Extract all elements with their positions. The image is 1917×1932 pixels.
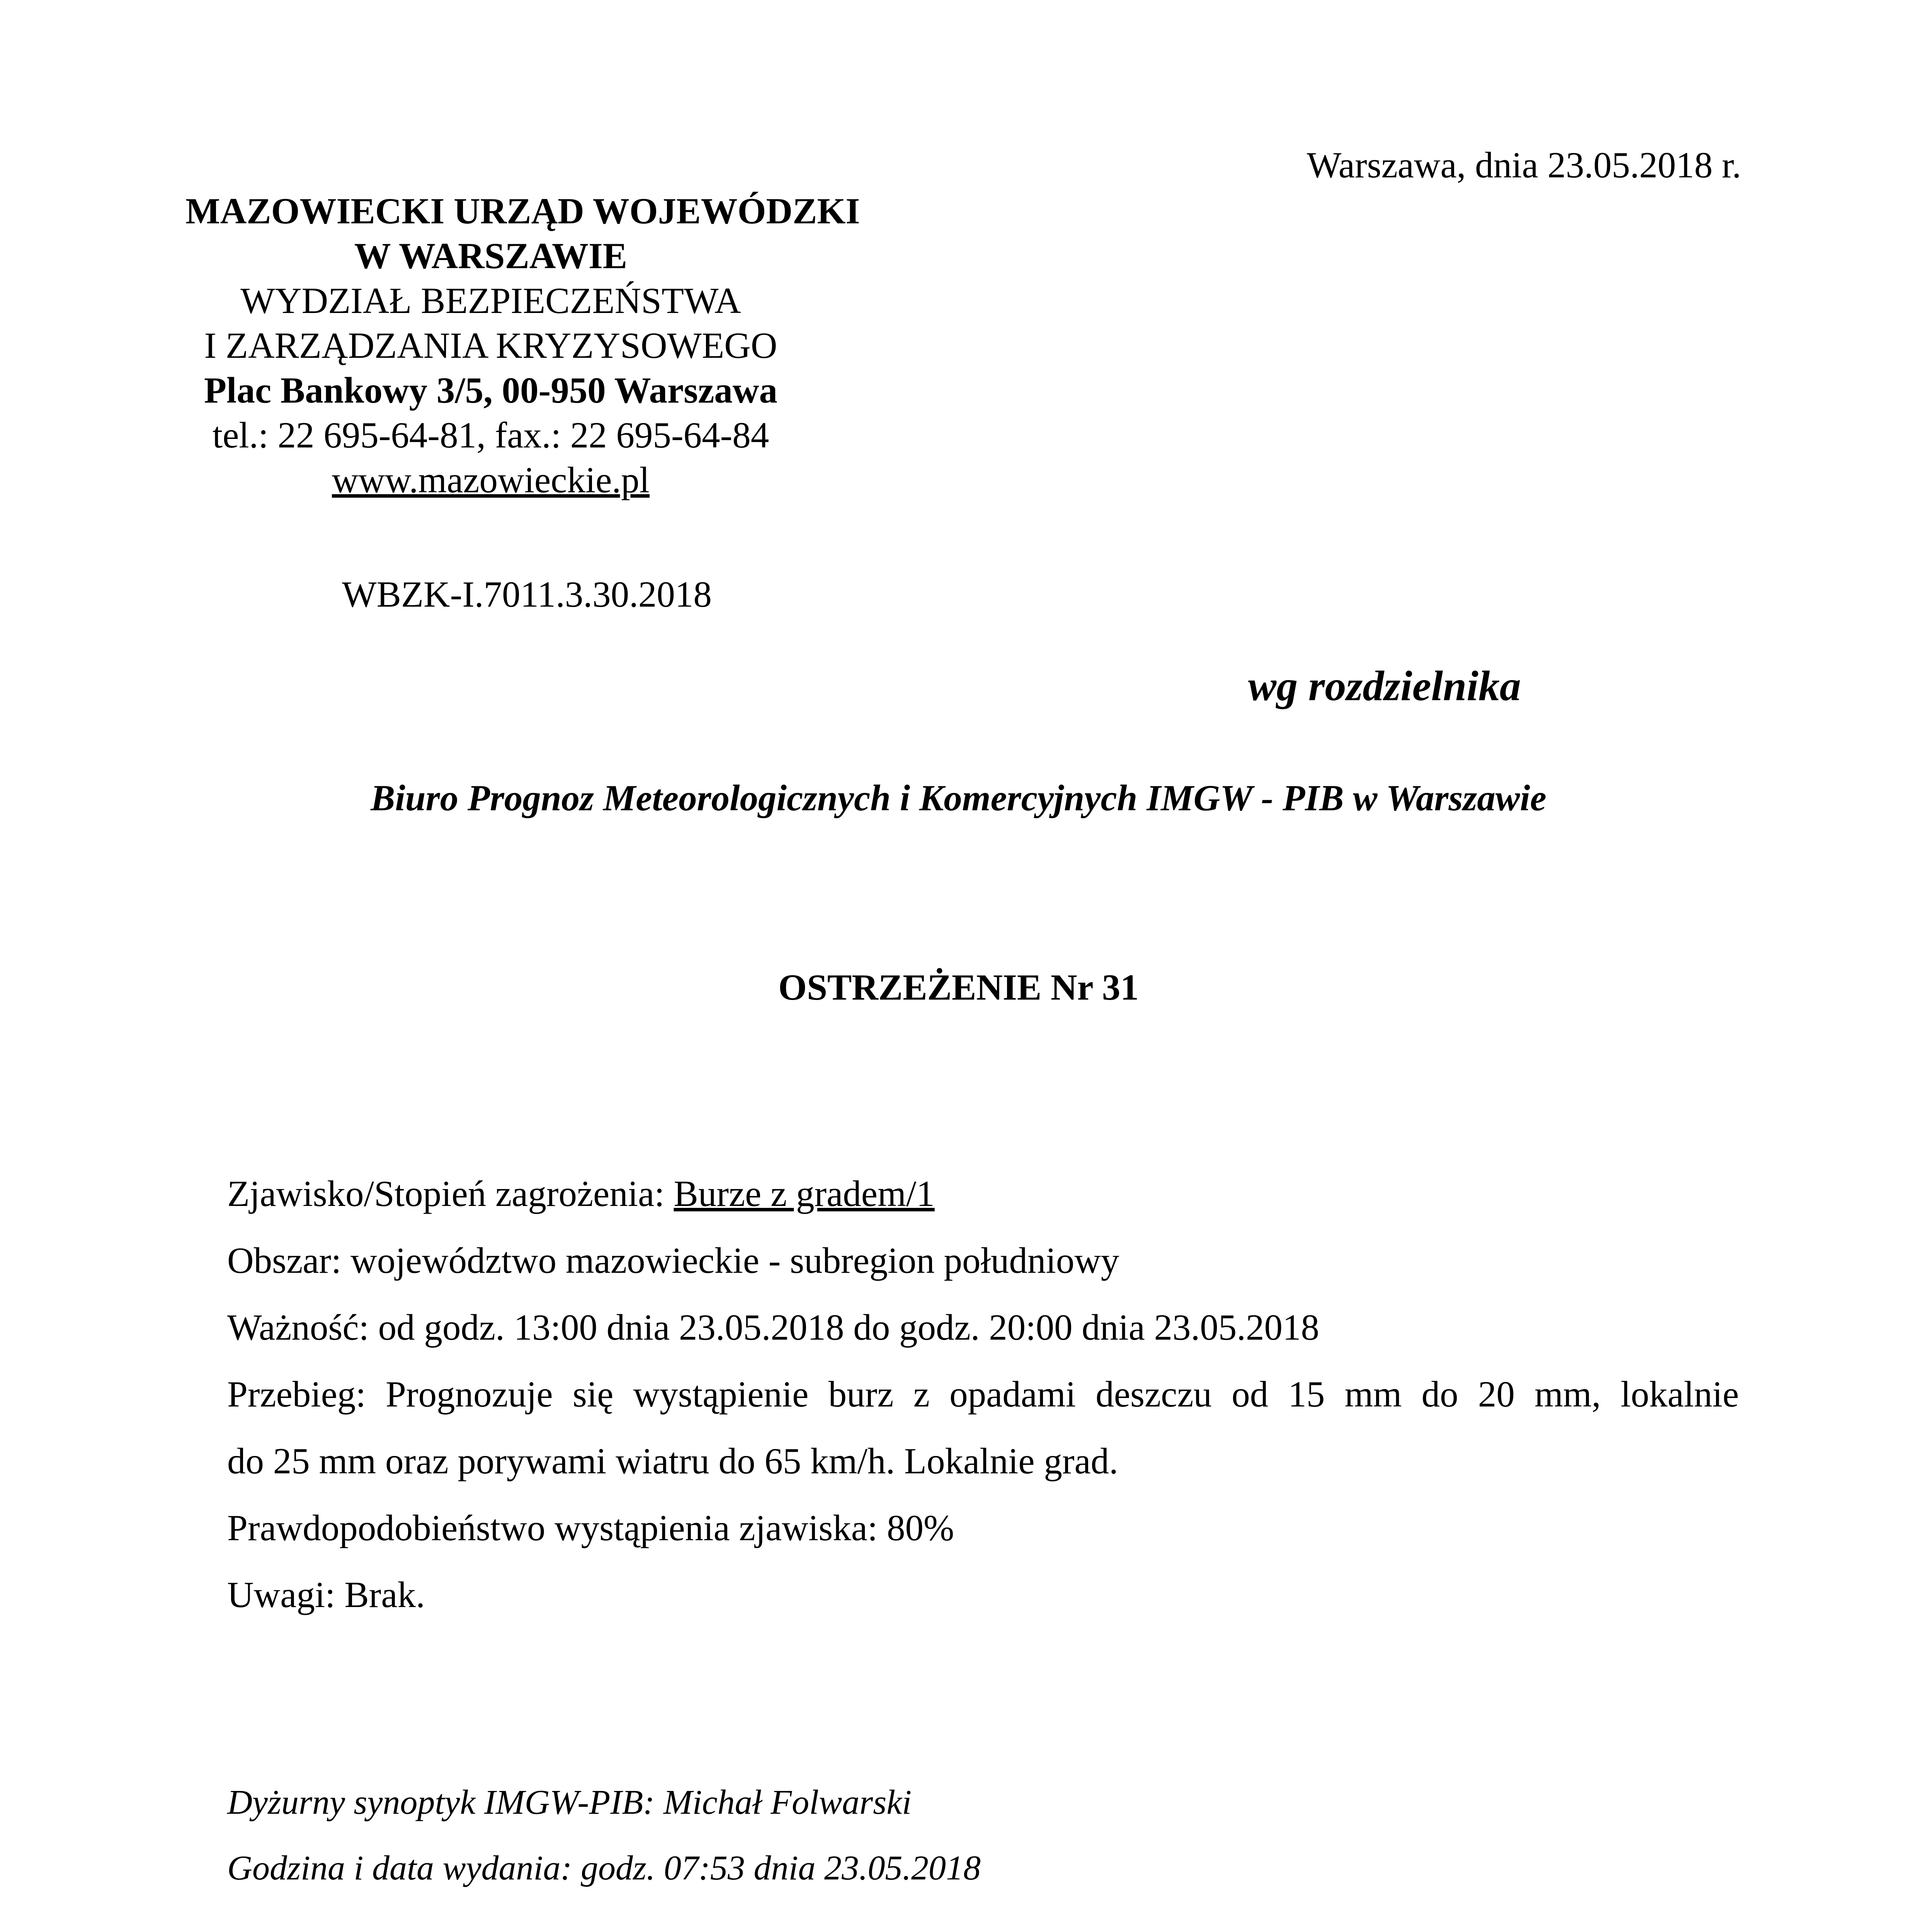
organization-city: W WARSZAWIE: [354, 235, 628, 276]
organization-website-link[interactable]: www.mazowieckie.pl: [332, 459, 650, 500]
distribution-note: wg rozdzielnika: [1248, 662, 1521, 709]
issue-time: Godzina i data wydania: godz. 07:53 dnia 23.05.2018: [227, 1849, 981, 1887]
reference-number: WBZK-I.7011.3.30.2018: [342, 574, 712, 615]
date-line: Warszawa, dnia 23.05.2018 r.: [1306, 145, 1741, 185]
phenomenon-value: Burze z gradem/1: [674, 1173, 935, 1214]
organization-phone: tel.: 22 695-64-81, fax.: 22 695-64-84: [212, 415, 769, 456]
validity-row: Ważność: od godz. 13:00 dnia 23.05.2018 do godz. 20:00 dnia 23.05.2018: [227, 1307, 1320, 1348]
organization-name: MAZOWIECKI URZĄD WOJEWÓDZKI: [185, 190, 860, 231]
organization-header: [185, 189, 860, 502]
department-name-line1: WYDZIAŁ BEZPIECZEŃSTWA: [240, 280, 741, 321]
remarks-row: Uwagi: Brak.: [227, 1574, 425, 1615]
area-row: Obszar: województwo mazowieckie - subregion południowy: [227, 1240, 1119, 1281]
phenomenon-row: [227, 1160, 1739, 1227]
duty-forecaster: Dyżurny synoptyk IMGW-PIB: Michał Folwarski: [227, 1783, 912, 1821]
department-name-line2: I ZARZĄDZANIA KRYZYSOWEGO: [204, 325, 777, 366]
synoptic-info: [227, 1770, 981, 1901]
issuer-line: Biuro Prognoz Meteorologicznych i Komercyjnych IMGW - PIB w Warszawie: [371, 777, 1546, 818]
course-row-line1: Przebieg: Prognozuje się wystąpienie burz z opadami deszczu od 15 mm do 20 mm, lokalnie: [227, 1374, 1739, 1415]
course-row-line2: do 25 mm oraz porywami wiatru do 65 km/h. Lokalnie grad.: [227, 1440, 1118, 1481]
phenomenon-label: Zjawisko/Stopień zagrożenia:: [227, 1173, 674, 1214]
warning-title: OSTRZEŻENIE Nr 31: [778, 967, 1139, 1008]
probability-row: Prawdopodobieństwo wystąpienia zjawiska: 80%: [227, 1507, 954, 1548]
organization-address: Plac Bankowy 3/5, 00-950 Warszawa: [204, 370, 777, 411]
warning-details: [227, 1160, 1739, 1628]
